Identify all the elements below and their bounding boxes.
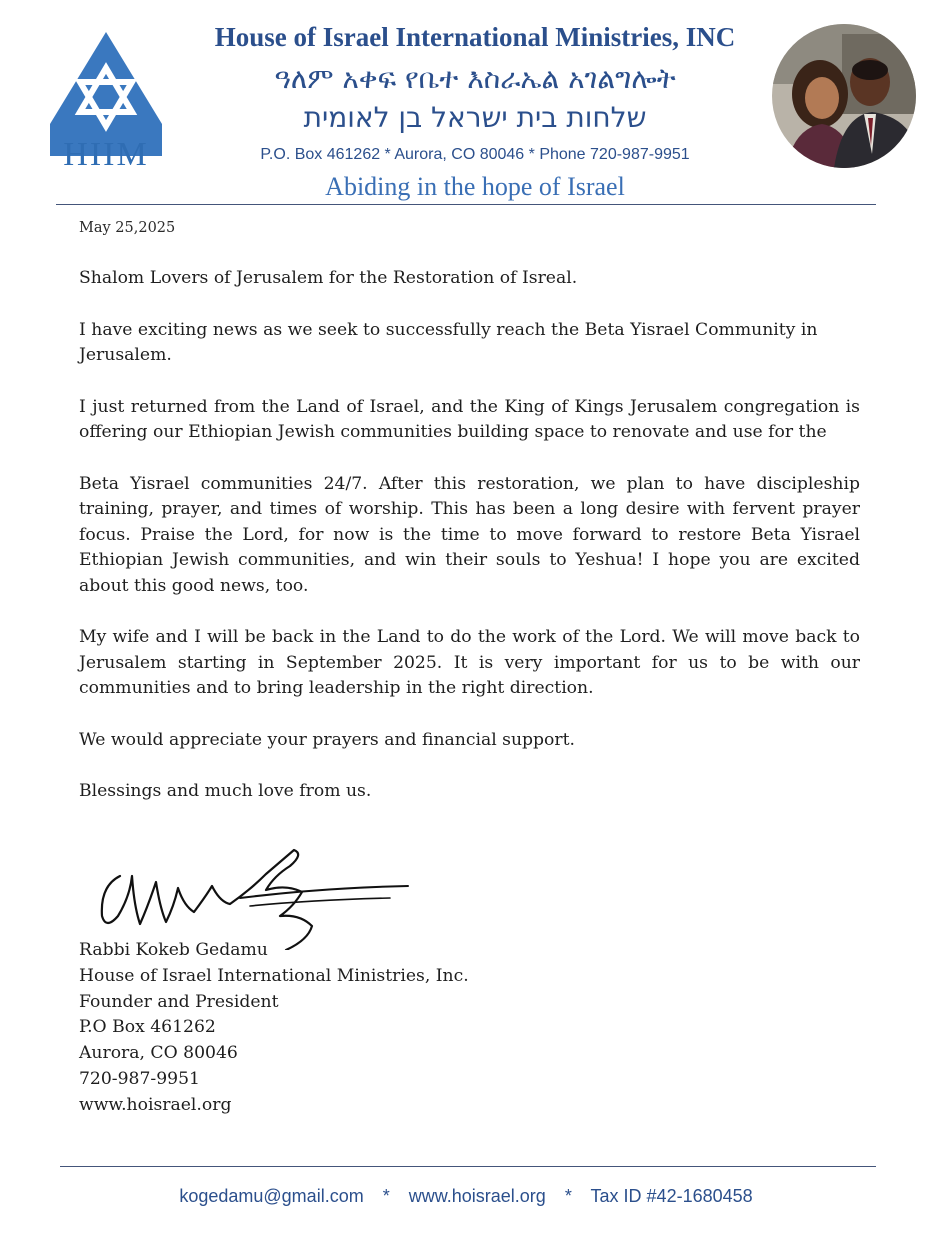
- signer-city: Aurora, CO 80046: [79, 1043, 238, 1064]
- tagline: Abiding in the hope of Israel: [325, 172, 625, 201]
- paragraph-move-back: My wife and I will be back in the Land to do the work of the Lord. We will move back to Jerusalem starting in September 2025. It is very important for us to be with our communities and to bring leadership in the right direction.: [79, 627, 860, 698]
- paragraph-restoration: Beta Yisrael communities 24/7. After this restoration, we plan to have discipleship training, prayer, and times of worship. This has been a long desire with fervent prayer focus. Praise the Lord, for now is the time to move forward to restore Beta Yisrael Ethiopian Jewish communities, and win their souls to Yeshua! I hope you are excited about this good news, too.: [79, 473, 860, 596]
- signer-po-box: P.O Box 461262: [79, 1017, 216, 1038]
- footer-separator: *: [564, 1186, 572, 1206]
- signer-website: www.hoisrael.org: [79, 1094, 232, 1115]
- footer-email: kogedamu@gmail.com: [179, 1186, 364, 1206]
- signer-title: Founder and President: [79, 991, 279, 1012]
- greeting-paragraph: Shalom Lovers of Jerusalem for the Restoration of Isreal.: [79, 268, 578, 288]
- signer-organization: House of Israel International Ministries, Inc.: [79, 965, 469, 986]
- founders-photo: [772, 24, 916, 168]
- signer-name: Rabbi Kokeb Gedamu: [79, 940, 268, 960]
- footer-separator: *: [382, 1186, 390, 1206]
- letter-date: May 25,2025: [79, 220, 176, 236]
- paragraph-support: We would appreciate your prayers and financial support.: [79, 729, 575, 750]
- signer-phone: 720-987-9951: [79, 1068, 200, 1089]
- logo-text: HIIM: [63, 136, 149, 173]
- contact-line: P.O. Box 461262 * Aurora, CO 80046 * Phone 720-987-9951: [260, 146, 690, 163]
- footer: [56, 1186, 876, 1207]
- paragraph-news: I have exciting news as we seek to successfully reach the Beta Yisrael Community in Jerusalem.: [79, 319, 818, 365]
- closing-line: Blessings and much love from us.: [79, 781, 372, 801]
- footer-tax-id: Tax ID #42-1680458: [590, 1186, 753, 1206]
- letter-body: [79, 266, 860, 831]
- signature-block: [79, 938, 579, 1119]
- paragraph-returned: I just returned from the Land of Israel, and the King of Kings Jerusalem congregation is offering our Ethiopian Jewish communities building space to renovate and use for the: [79, 396, 860, 442]
- handwritten-signature: [90, 846, 420, 950]
- footer-website: www.hoisrael.org: [408, 1186, 546, 1206]
- org-name-hebrew: שלחות בית ישראל בן לאומית: [303, 101, 647, 134]
- footer-divider: [60, 1166, 876, 1167]
- org-name-amharic: ዓለም አቀፍ የቤተ እስራኤል አገልግሎት: [274, 62, 676, 95]
- org-name: House of Israel International Ministries, INC: [214, 22, 736, 52]
- header-divider: [56, 204, 876, 205]
